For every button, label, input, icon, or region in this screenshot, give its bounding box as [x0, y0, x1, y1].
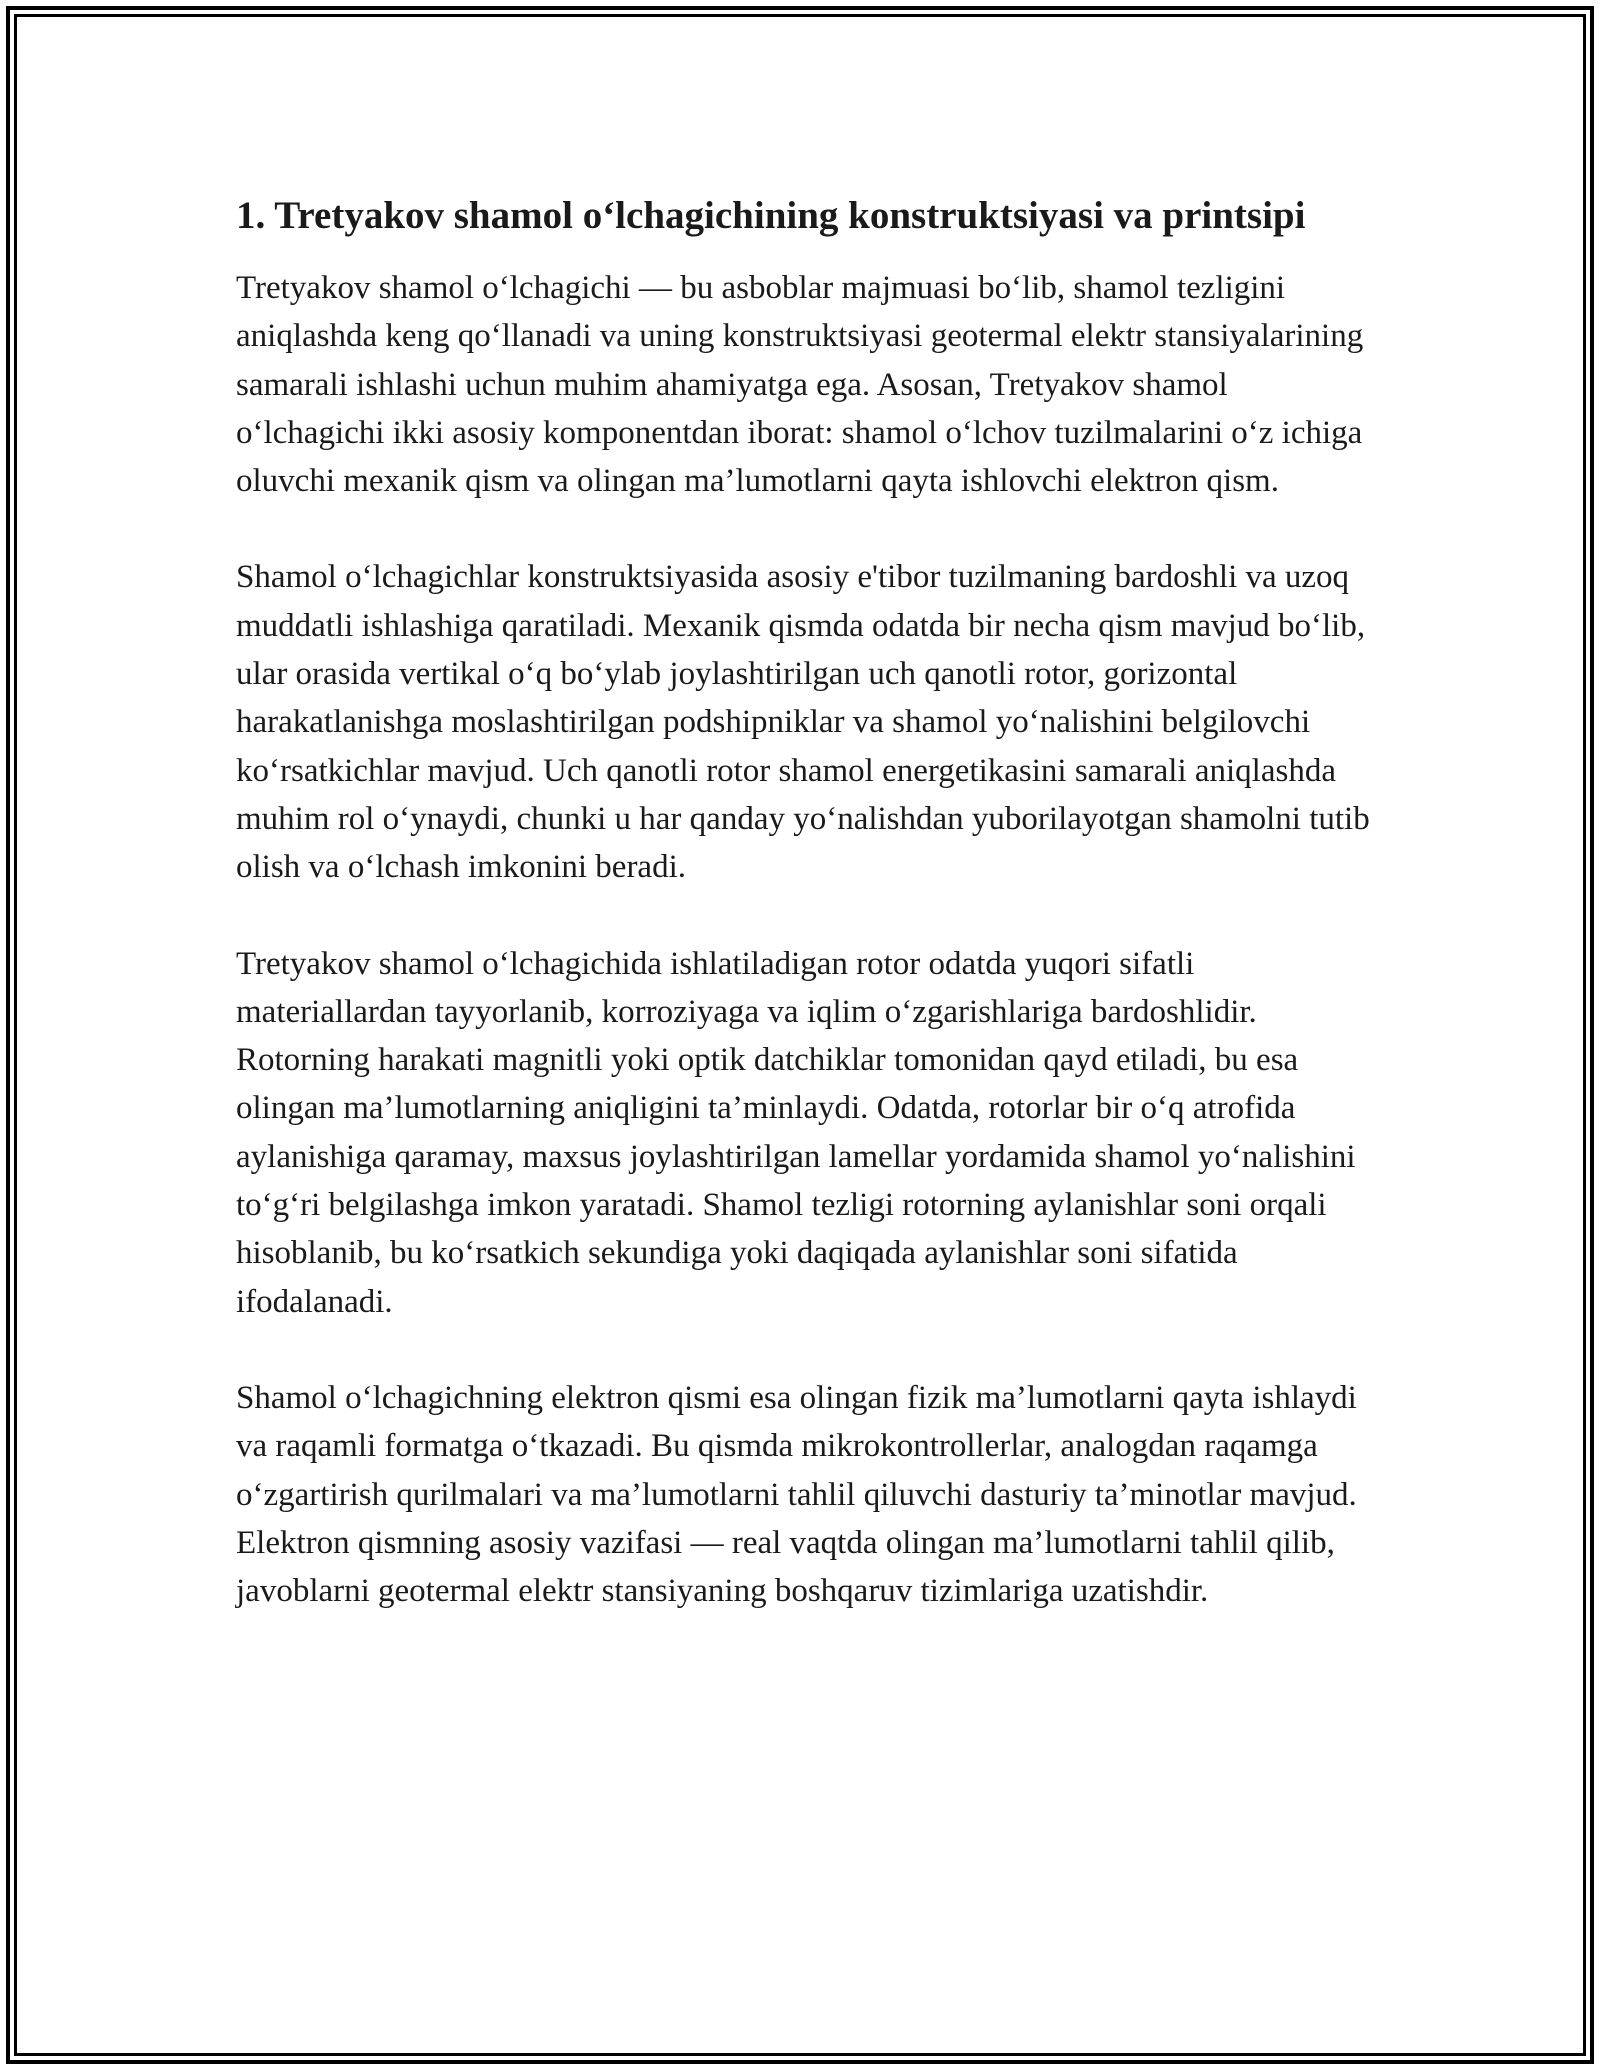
- paragraph-mechanical-part: Shamol o‘lchagichlar konstruktsiyasida asosiy e'tibor tuzilmaning bardoshli va uzoq muddatli ishlashiga qaratiladi. Mexanik qismda odatda bir necha qism mavjud bo‘lib, ular orasida vertikal o‘q bo‘ylab joylashtirilgan uch qanotli rotor, gorizontal harakatlanishga moslashtirilgan podshipniklar va shamol yo‘nalishini belgilovchi ko‘rsatkichlar mavjud. Uch qanotli rotor shamol energetikasini samarali aniqlashda muhim rol o‘ynaydi, chunki u har qanday yo‘nalishdan yuborilayotgan shamolni tutib olish va o‘lchash imkonini beradi.: [236, 559, 1370, 886]
- document-body: [236, 188, 1376, 1615]
- paragraph-electronic-part: Shamol o‘lchagichning elektron qismi esa olingan fizik ma’lumotlarni qayta ishlaydi va raqamli formatga o‘tkazadi. Bu qismda mikrokontrollerlar, analogdan raqamga o‘zgartirish qurilmalari va ma’lumotlarni tahlil qiluvchi dasturiy ta’minotlar mavjud. Elektron qismning asosiy vazifasi — real vaqtda olingan ma’lumotlarni tahlil qilib, javoblarni geotermal elektr stansiyaning boshqaruv tizimlariga uzatishdir.: [236, 1379, 1357, 1610]
- section-heading: 1. Tretyakov shamol o‘lchagichining konstruktsiyasi va printsipi: [236, 194, 1306, 237]
- paragraph-intro: Tretyakov shamol o‘lchagichi — bu asboblar majmuasi bo‘lib, shamol tezligini aniqlashda keng qo‘llanadi va uning konstruktsiyasi geotermal elektr stansiyalarining samarali ishlashi uchun muhim ahamiyatga ega. Asosan, Tretyakov shamol o‘lchagichi ikki asosiy komponentdan iborat: shamol o‘lchov tuzilmalarini o‘z ichiga oluvchi mexanik qism va olingan ma’lumotlarni qayta ishlovchi elektron qism.: [236, 270, 1364, 500]
- paragraph-rotor: Tretyakov shamol o‘lchagichida ishlatiladigan rotor odatda yuqori sifatli materiallardan tayyorlanib, korroziyaga va iqlim o‘zgarishlariga bardoshlidir. Rotorning harakati magnitli yoki optik datchiklar tomonidan qayd etiladi, bu esa olingan ma’lumotlarning aniqligini ta’minlaydi. Odatda, rotorlar bir o‘q atrofida aylanishiga qaramay, maxsus joylashtirilgan lamellar yordamida shamol yo‘nalishini to‘g‘ri belgilashga imkon yaratadi. Shamol tezligi rotorning aylanishlar soni orqali hisoblanib, bu ko‘rsatkich sekundiga yoki daqiqada aylanishlar soni sifatida ifodalanadi.: [236, 945, 1356, 1320]
